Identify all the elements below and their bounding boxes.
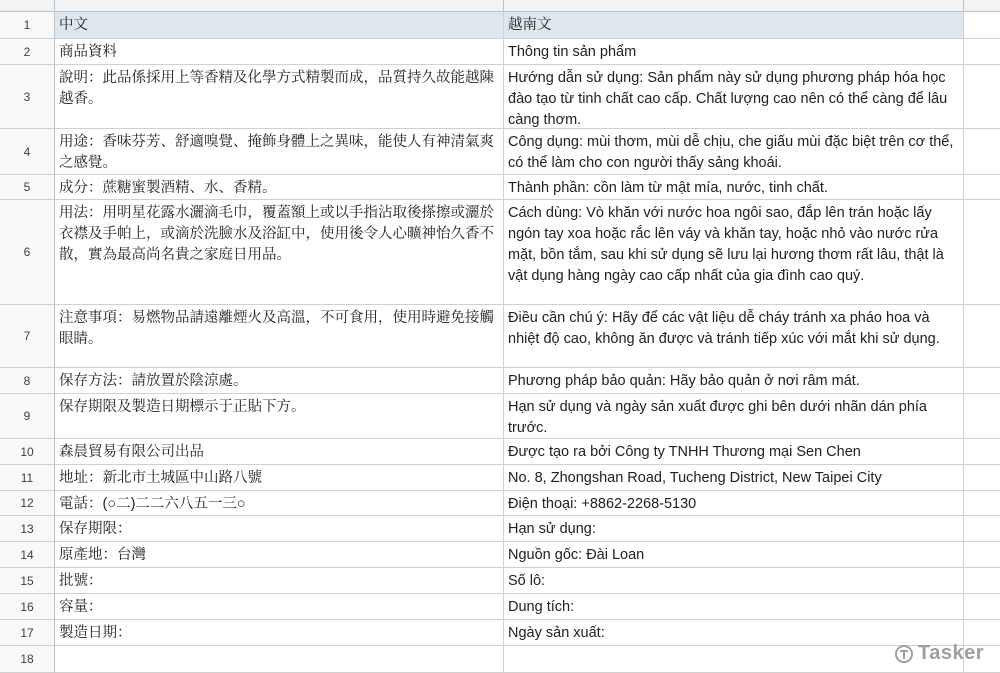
corner-select-all[interactable] [0, 0, 55, 11]
cell-empty[interactable] [964, 394, 1000, 439]
cell-chinese[interactable]: 注意事項：易燃物品請遠離煙火及高溫，不可食用，使用時避免接觸眼睛。 [55, 305, 504, 368]
cell-vietnamese[interactable]: Hạn sử dụng và ngày sản xuất được ghi bên dưới nhãn dán phía trước. [504, 394, 964, 439]
cell-empty[interactable] [964, 516, 1000, 542]
row-number[interactable]: 16 [0, 594, 55, 620]
table-row [0, 542, 1000, 568]
cell-empty[interactable] [964, 491, 1000, 516]
cell-chinese[interactable]: 原產地：台灣 [55, 542, 504, 568]
cell-chinese[interactable]: 批號： [55, 568, 504, 594]
cell-empty[interactable] [964, 305, 1000, 368]
tasker-logo-icon [894, 644, 914, 664]
table-row [0, 65, 1000, 129]
row-number[interactable]: 4 [0, 129, 55, 175]
cell-chinese[interactable]: 成分：蔗糖蜜製酒精、水、香精。 [55, 175, 504, 200]
row-number[interactable]: 2 [0, 39, 55, 65]
cell-chinese[interactable]: 地址：新北市土城區中山路八號 [55, 465, 504, 491]
row-number[interactable]: 12 [0, 491, 55, 516]
cell-chinese[interactable]: 用途：香味芬芳、舒適嗅覺、掩飾身體上之異味，能使人有神清氣爽之感覺。 [55, 129, 504, 175]
table-row [0, 39, 1000, 65]
cell-empty[interactable] [964, 568, 1000, 594]
row-number[interactable]: 10 [0, 439, 55, 465]
cell-vietnamese[interactable]: Hướng dẫn sử dụng: Sản phẩm này sử dụng phương pháp hóa học đào tạo từ tinh chất cao cấp. Chất lượng cao nên có thể càng để lâu càng thơm. [504, 65, 964, 129]
cell-empty[interactable] [964, 12, 1000, 39]
cell-empty[interactable] [964, 465, 1000, 491]
cell-chinese[interactable]: 保存期限： [55, 516, 504, 542]
table-row [0, 12, 1000, 39]
table-row [0, 175, 1000, 200]
cell-chinese[interactable]: 製造日期： [55, 620, 504, 646]
cell-empty[interactable] [964, 175, 1000, 200]
table-row [0, 200, 1000, 305]
cell-chinese[interactable]: 保存期限及製造日期標示于正貼下方。 [55, 394, 504, 439]
table-row [0, 491, 1000, 516]
cell-chinese[interactable]: 商品資料 [55, 39, 504, 65]
row-number[interactable]: 8 [0, 368, 55, 394]
cell-chinese[interactable]: 森晨貿易有限公司出品 [55, 439, 504, 465]
row-number[interactable]: 9 [0, 394, 55, 439]
cell-vietnamese[interactable]: Điều cần chú ý: Hãy để các vật liệu dễ cháy tránh xa pháo hoa và nhiệt độ cao, không ăn được và tránh tiếp xúc với mắt khi sử dụng. [504, 305, 964, 368]
table-row [0, 516, 1000, 542]
table-row [0, 646, 1000, 673]
cell-vietnamese[interactable]: Được tạo ra bởi Công ty TNHH Thương mại Sen Chen [504, 439, 964, 465]
table-row [0, 465, 1000, 491]
row-number[interactable]: 18 [0, 646, 55, 673]
cell-vietnamese[interactable]: Cách dùng: Vò khăn với nước hoa ngôi sao, đắp lên trán hoặc lấy ngón tay xoa hoặc rắc lên váy và khăn tay, hoặc nhỏ vào nước rửa mặt, bồn tắm, sau khi sử dụng sẽ lưu lại hương thơm rất lâu, thật là vật dụng hàng ngày cao cấp nhất của gia đình cao quý. [504, 200, 964, 305]
row-number[interactable]: 17 [0, 620, 55, 646]
column-header-a[interactable] [55, 0, 504, 11]
table-row [0, 305, 1000, 368]
row-number[interactable]: 13 [0, 516, 55, 542]
column-header-strip [0, 0, 1000, 12]
cell-vietnamese[interactable]: Hạn sử dụng: [504, 516, 964, 542]
row-number[interactable]: 5 [0, 175, 55, 200]
cell-empty[interactable] [964, 129, 1000, 175]
cell-chinese[interactable]: 中文 [55, 12, 504, 39]
cell-chinese[interactable]: 說明：此品係採用上等香精及化學方式精製而成，品質持久故能越陳越香。 [55, 65, 504, 129]
table-row [0, 439, 1000, 465]
cell-vietnamese[interactable]: Thành phần: cồn làm từ mật mía, nước, tinh chất. [504, 175, 964, 200]
watermark-text: Tasker [917, 642, 984, 664]
cell-chinese[interactable]: 容量： [55, 594, 504, 620]
cell-empty[interactable] [964, 542, 1000, 568]
cell-vietnamese[interactable]: Công dụng: mùi thơm, mùi dễ chịu, che giấu mùi đặc biệt trên cơ thể, có thể làm cho con người thấy sảng khoái. [504, 129, 964, 175]
cell-vietnamese[interactable]: Nguồn gốc: Đài Loan [504, 542, 964, 568]
cell-vietnamese[interactable]: Phương pháp bảo quản: Hãy bảo quản ở nơi râm mát. [504, 368, 964, 394]
cell-vietnamese[interactable]: 越南文 [504, 12, 964, 39]
row-number[interactable]: 6 [0, 200, 55, 305]
table-row [0, 620, 1000, 646]
table-row [0, 594, 1000, 620]
row-number[interactable]: 3 [0, 65, 55, 129]
cell-empty[interactable] [964, 594, 1000, 620]
cell-vietnamese[interactable]: No. 8, Zhongshan Road, Tucheng District, New Taipei City [504, 465, 964, 491]
column-header-c[interactable] [964, 0, 1000, 11]
table-row [0, 394, 1000, 439]
cell-vietnamese[interactable]: Ngày sản xuất: [504, 620, 964, 646]
row-number[interactable]: 15 [0, 568, 55, 594]
cell-empty[interactable] [964, 65, 1000, 129]
cell-empty[interactable] [964, 439, 1000, 465]
table-row [0, 368, 1000, 394]
cell-chinese[interactable] [55, 646, 504, 673]
cell-empty[interactable] [964, 39, 1000, 65]
cell-chinese[interactable]: 電話：(○二)二二六八五一三○ [55, 491, 504, 516]
row-number[interactable]: 11 [0, 465, 55, 491]
cell-empty[interactable] [964, 368, 1000, 394]
cell-vietnamese[interactable]: Thông tin sản phẩm [504, 39, 964, 65]
row-number[interactable]: 1 [0, 12, 55, 39]
row-number[interactable]: 14 [0, 542, 55, 568]
cell-chinese[interactable]: 用法：用明星花露水灑滴毛巾，覆蓋額上或以手指沾取後搽擦或灑於衣襟及手帕上，或滴於洗臉水及浴缸中，使用後令人心曠神怡久香不散，實為最高尚名貴之家庭日用品。 [55, 200, 504, 305]
tasker-watermark [894, 642, 984, 665]
table-row [0, 568, 1000, 594]
row-number[interactable]: 7 [0, 305, 55, 368]
cell-chinese[interactable]: 保存方法：請放置於陰涼處。 [55, 368, 504, 394]
cell-vietnamese[interactable]: Điện thoại: +8862-2268-5130 [504, 491, 964, 516]
table-row [0, 129, 1000, 175]
column-header-b[interactable] [504, 0, 964, 11]
cell-vietnamese[interactable]: Số lô: [504, 568, 964, 594]
cell-empty[interactable] [964, 200, 1000, 305]
cell-vietnamese[interactable]: Dung tích: [504, 594, 964, 620]
